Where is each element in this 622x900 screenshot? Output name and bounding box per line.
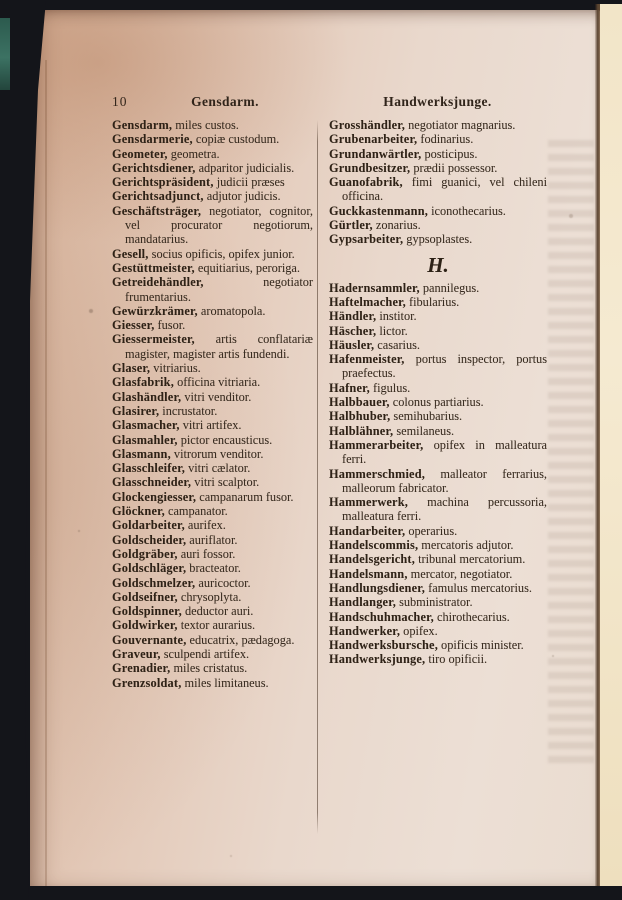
ink-bleed-through	[548, 140, 594, 770]
dictionary-entry: Halbhuber, semihubarius.	[329, 409, 463, 424]
dictionary-entry: Glasirer, incrustator.	[112, 403, 218, 418]
entry-headword: Gestüttmeister,	[112, 260, 195, 275]
entry-headword: Glasmann,	[112, 446, 171, 461]
dictionary-entry: Handelsmann, mercator, negotiator.	[329, 566, 513, 581]
entry-headword: Gerichtsdiener,	[112, 160, 196, 175]
dictionary-entry: Handelscommis, mercatoris adjutor.	[329, 538, 514, 553]
entry-headword: Handwerksjunge,	[329, 652, 426, 667]
book-cover-edge	[0, 18, 10, 90]
entry-headword: Geschäftsträger,	[112, 203, 202, 218]
dictionary-entry: Gensdarm, miles custos.	[112, 118, 239, 132]
entry-headword: Glaser,	[112, 361, 151, 376]
dictionary-entry: Glasfabrik, officina vitriaria.	[112, 375, 261, 390]
entry-headword: Glasfabrik,	[112, 375, 174, 390]
page-number: 10	[112, 94, 128, 109]
entry-headword: Getreidehändler,	[112, 275, 204, 290]
dictionary-entry: Handelsgericht, tribunal mercatorium.	[329, 552, 526, 567]
dictionary-entry: Haftelmacher, fibularius.	[329, 294, 460, 309]
entry-headword: Handelsgericht,	[329, 552, 415, 567]
dictionary-entry: Gerichtsadjunct, adjutor judicis.	[112, 189, 281, 204]
dictionary-entry: Glaser, vitriarius.	[112, 361, 201, 376]
entry-headword: Häusler,	[329, 337, 375, 352]
entry-headword: Glöckner,	[112, 504, 165, 519]
entry-headword: Grenadier,	[112, 661, 171, 676]
entry-headword: Gensdarmerie,	[112, 132, 193, 147]
dictionary-entry: Goldarbeiter, aurifex.	[112, 518, 226, 533]
dictionary-entry: Goldspinner, deductor auri.	[112, 604, 254, 619]
dictionary-entry: Goldschläger, bracteator.	[112, 561, 241, 576]
entry-headword: Gewürzkrämer,	[112, 303, 198, 318]
dictionary-entry: Glasmann, vitrorum venditor.	[112, 446, 264, 461]
entry-headword: Grundanwärtler,	[329, 146, 422, 161]
entry-headword: Guckkastenmann,	[329, 203, 429, 218]
dictionary-entry: Gerichtsdiener, adparitor judicialis.	[112, 160, 295, 175]
dictionary-entry: Händler, institor.	[329, 309, 417, 324]
entry-headword: Hammerschmied,	[329, 466, 426, 481]
entry-headword: Hafenmeister,	[329, 352, 405, 367]
entry-headword: Gerichtspräsident,	[112, 175, 214, 190]
page-paper	[30, 10, 600, 886]
dictionary-entry: Handwerksjunge, tiro opificii.	[329, 652, 488, 667]
dictionary-entry: Glashändler, vitri venditor.	[112, 389, 252, 404]
dictionary-entry: Handwerksbursche, opificis minister.	[329, 638, 524, 653]
entry-headword: Goldschmelzer,	[112, 575, 196, 590]
entry-headword: Grenzsoldat,	[112, 675, 182, 690]
dictionary-entry: Hammerarbeiter, opifex in malleatura ferri.	[329, 437, 547, 467]
dictionary-entry: Giessermeister, artis conflatariæ magister, magister artis fundendi.	[112, 332, 313, 361]
entry-headword: Gerichtsadjunct,	[112, 189, 204, 204]
entry-headword: Giessermeister,	[112, 332, 195, 347]
dictionary-entry: Häscher, lictor.	[329, 323, 408, 338]
dictionary-entry: Geometer, geometra.	[112, 146, 220, 161]
dictionary-entry: Glasmahler, pictor encausticus.	[112, 432, 273, 447]
dictionary-entry: Goldscheider, auriflator.	[112, 532, 238, 547]
entry-headword: Gensdarm,	[112, 118, 173, 132]
entry-headword: Hadernsammler,	[329, 280, 420, 295]
dictionary-entry: Hadernsammler, pannilegus.	[329, 280, 480, 295]
dictionary-entry: Grosshändler, negotiator magnarius.	[329, 118, 516, 132]
entry-headword: Handarbeiter,	[329, 523, 406, 538]
dictionary-entry: Häusler, casarius.	[329, 337, 420, 352]
dictionary-entry: Grundanwärtler, posticipus.	[329, 146, 478, 161]
dictionary-entry: Gesell, socius opificis, opifex junior.	[112, 246, 295, 261]
entry-headword: Hammerarbeiter,	[329, 437, 424, 452]
dictionary-entry: Gewürzkrämer, aromatopola.	[112, 303, 266, 318]
dictionary-entry: Hafenmeister, portus inspector, portus praefectus.	[329, 352, 547, 381]
dictionary-entry: Gürtler, zonarius.	[329, 218, 421, 233]
dictionary-entry: Handlanger, subministrator.	[329, 595, 473, 610]
column-divider-rule	[317, 120, 318, 834]
dictionary-entry: Getreidehändler, negotiator frumentarius.	[112, 275, 313, 304]
dictionary-entry: Halbbauer, colonus partiarius.	[329, 395, 484, 410]
entry-headword: Hammerwerk,	[329, 495, 409, 510]
entry-headword: Häscher,	[329, 323, 377, 338]
entry-headword: Geometer,	[112, 146, 168, 161]
dictionary-entry: Goldschmelzer, auricoctor.	[112, 575, 251, 590]
entry-headword: Handelsmann,	[329, 566, 408, 581]
entry-headword: Glasschneider,	[112, 475, 192, 490]
entry-headword: Hafner,	[329, 380, 370, 395]
entry-headword: Halblähner,	[329, 423, 394, 438]
entry-headword: Goldseifner,	[112, 589, 178, 604]
entry-headword: Halbbauer,	[329, 395, 390, 410]
dictionary-entry: Grenzsoldat, miles limitaneus.	[112, 675, 269, 690]
dictionary-entry: Gypsarbeiter, gypsoplastes.	[329, 232, 473, 247]
entry-headword: Grosshändler,	[329, 118, 406, 132]
column-left	[112, 118, 313, 690]
entry-headword: Glasschleifer,	[112, 461, 186, 476]
facing-page-edge	[600, 4, 622, 886]
entry-headword: Gürtler,	[329, 218, 373, 233]
dictionary-entry: Handarbeiter, operarius.	[329, 523, 458, 538]
entry-headword: Grundbesitzer,	[329, 160, 411, 175]
entry-headword: Goldgräber,	[112, 546, 178, 561]
entry-headword: Handlanger,	[329, 595, 397, 610]
running-head-left: Gensdarm.	[191, 94, 259, 109]
entry-headword: Handschuhmacher,	[329, 609, 434, 624]
entry-headword: Handwerker,	[329, 623, 401, 638]
entry-headword: Glockengiesser,	[112, 489, 197, 504]
dictionary-entry: Glasschneider, vitri scalptor.	[112, 475, 260, 490]
entry-headword: Glashändler,	[112, 389, 182, 404]
dictionary-entry: Halblähner, semilaneus.	[329, 423, 455, 438]
dictionary-entry: Handwerker, opifex.	[329, 623, 438, 638]
dictionary-entry: Glöckner, campanator.	[112, 504, 228, 519]
entry-headword: Grubenarbeiter,	[329, 132, 418, 147]
entry-headword: Graveur,	[112, 646, 161, 661]
dictionary-entry: Guckkastenmann, iconothecarius.	[329, 203, 506, 218]
dictionary-entry: Handlungsdiener, famulus mercatorius.	[329, 580, 532, 595]
entry-headword: Goldschläger,	[112, 561, 187, 576]
dictionary-entry: Glasmacher, vitri artifex.	[112, 418, 242, 433]
dictionary-entry: Grundbesitzer, prædii possessor.	[329, 160, 498, 175]
entry-headword: Gypsarbeiter,	[329, 232, 404, 247]
entry-headword: Glasmacher,	[112, 418, 180, 433]
section-heading: H.	[427, 252, 449, 277]
dictionary-entry: Geschäftsträger, negotiator, cognitor, vel procurator negotiorum, mandatarius.	[112, 203, 313, 247]
entry-headword: Goldscheider,	[112, 532, 187, 547]
running-head-right: Handwerksjunge.	[383, 94, 492, 109]
dictionary-entry: Graveur, sculpendi artifex.	[112, 646, 250, 661]
entry-headword: Handelscommis,	[329, 538, 419, 553]
dictionary-entry: Hammerwerk, machina percussoria, malleatura ferri.	[329, 495, 547, 524]
dictionary-entry: Glockengiesser, campanarum fusor.	[112, 489, 294, 504]
dictionary-entry: Goldwirker, textor aurarius.	[112, 618, 256, 633]
dictionary-entry: Hammerschmied, malleator ferrarius, malleorum fabricator.	[329, 466, 547, 495]
entry-headword: Glasmahler,	[112, 432, 178, 447]
dictionary-entry: Goldgräber, auri fossor.	[112, 546, 236, 561]
dictionary-entry: Hafner, figulus.	[329, 380, 411, 395]
entry-headword: Gouvernante,	[112, 632, 187, 647]
entry-headword: Glasirer,	[112, 403, 160, 418]
entry-headword: Giesser,	[112, 318, 155, 333]
dictionary-entry: Gerichtspräsident, judicii præses	[112, 175, 285, 190]
entry-headword: Gesell,	[112, 246, 149, 261]
entry-headword: Goldarbeiter,	[112, 518, 185, 533]
dictionary-entry: Handschuhmacher, chirothecarius.	[329, 609, 510, 624]
entry-headword: Guanofabrik,	[329, 175, 403, 190]
dictionary-entry: Glasschleifer, vitri cælator.	[112, 461, 251, 476]
entry-headword: Handwerksbursche,	[329, 638, 438, 653]
entry-headword: Handlungsdiener,	[329, 580, 426, 595]
dictionary-entry: Gensdarmerie, copiæ custodum.	[112, 132, 280, 147]
entry-headword: Halbhuber,	[329, 409, 391, 424]
dictionary-entry: Guanofabrik, fimi guanici, vel chileni officina.	[329, 175, 547, 204]
entry-headword: Goldspinner,	[112, 604, 182, 619]
entry-headword: Goldwirker,	[112, 618, 178, 633]
dictionary-entry: Grubenarbeiter, fodinarius.	[329, 132, 474, 147]
dictionary-entry: Goldseifner, chrysoplyta.	[112, 589, 242, 604]
entry-headword: Händler,	[329, 309, 377, 324]
column-right	[329, 118, 547, 667]
dictionary-entry: Giesser, fusor.	[112, 318, 186, 333]
dictionary-entry: Grenadier, miles cristatus.	[112, 661, 248, 676]
entry-headword: Haftelmacher,	[329, 294, 406, 309]
dictionary-entry: Gestüttmeister, equitiarius, peroriga.	[112, 260, 300, 275]
dictionary-entry: Gouvernante, educatrix, pædagoga.	[112, 632, 295, 647]
